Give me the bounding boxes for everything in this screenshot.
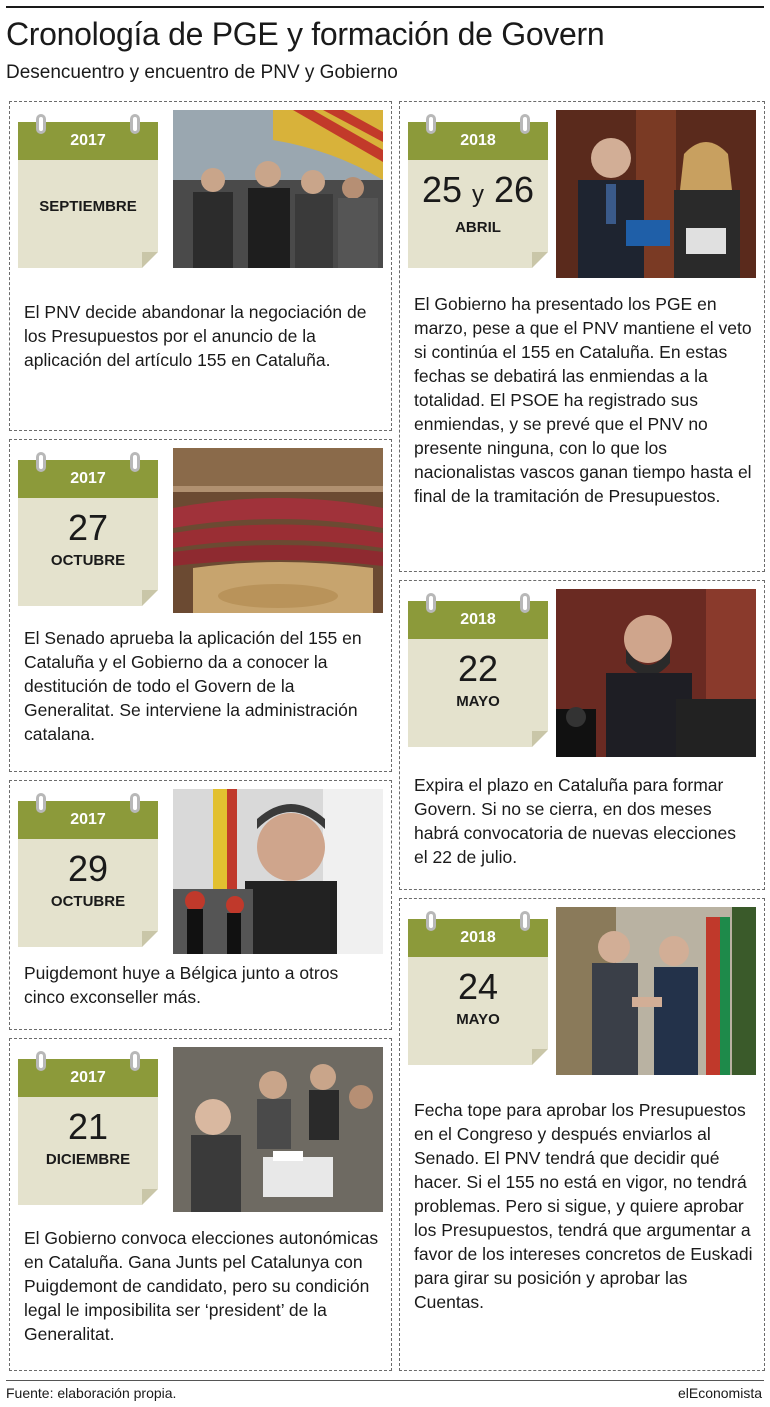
timeline-card-2017-december-21 [9, 1038, 392, 1371]
calendar-month: OCTUBRE [50, 893, 126, 910]
calendar-icon [408, 110, 548, 268]
calendar-ring-icon [36, 114, 46, 134]
calendar-date [408, 160, 548, 268]
calendar-day-end: 26 [494, 169, 535, 210]
calendar-icon [18, 1047, 158, 1205]
page-fold-icon [532, 1049, 548, 1065]
calendar-ring-icon [520, 911, 530, 931]
calendar-year: 2017 [18, 801, 158, 839]
page-fold-icon [532, 252, 548, 268]
event-description: Puigdemont huye a Bélgica junto a otros cinco exconseller más. [24, 963, 339, 1007]
calendar-ring-icon [520, 114, 530, 134]
calendar-day: 22 [457, 648, 499, 689]
calendar-date [18, 1097, 158, 1205]
page-subtitle: Desencuentro y encuentro de PNV y Gobierno [6, 62, 398, 83]
calendar-ring-icon [130, 1051, 140, 1071]
calendar-ring-icon [130, 452, 140, 472]
calendar-month: MAYO [456, 1011, 500, 1028]
calendar-ring-icon [36, 793, 46, 813]
page-fold-icon [142, 252, 158, 268]
page-fold-icon [532, 731, 548, 747]
calendar-ring-icon [426, 593, 436, 613]
photo-senate-chamber [173, 448, 383, 613]
calendar-day: 29 [67, 848, 109, 889]
timeline-card-2018-april [399, 101, 765, 572]
calendar-date [18, 839, 158, 947]
photo-protest [173, 110, 383, 268]
calendar-date [18, 498, 158, 606]
timeline-card-2017-september [9, 101, 392, 431]
calendar-date [408, 957, 548, 1065]
calendar-month: MAYO [456, 693, 500, 710]
timeline-card-2018-may-24 [399, 898, 765, 1371]
calendar-icon [408, 907, 548, 1065]
calendar-ring-icon [426, 911, 436, 931]
timeline-card-2017-october-27 [9, 439, 392, 772]
calendar-day: 24 [457, 966, 499, 1007]
calendar-year: 2017 [18, 122, 158, 160]
calendar-ring-icon [36, 1051, 46, 1071]
calendar-ring-icon [520, 593, 530, 613]
event-description: El Gobierno ha presentado los PGE en marzo, pese a que el PNV mantiene el veto si continúa el 155 en Cataluña. En estas fechas se debatirá las enmiendas a la totalidad. El PSOE ha registrado sus enmiendas, y se prevé que el PNV no presente ninguna, con lo que los nacionalistas vascos ganan tiempo hasta el final de la tramitación de Presupuestos. [414, 294, 752, 506]
page-fold-icon [142, 590, 158, 606]
footer-rule [6, 1380, 764, 1381]
calendar-month: ABRIL [455, 219, 501, 236]
timeline-card-2017-october-29 [9, 780, 392, 1030]
calendar-day: 27 [67, 507, 109, 548]
calendar-ring-icon [36, 452, 46, 472]
calendar-icon [18, 789, 158, 947]
calendar-ring-icon [130, 793, 140, 813]
calendar-month: SEPTIEMBRE [39, 198, 137, 215]
timeline-card-2018-may-22 [399, 580, 765, 890]
calendar-day-start: 25 [421, 169, 462, 210]
calendar-year: 2017 [18, 460, 158, 498]
calendar-date [18, 160, 158, 268]
calendar-ring-icon [426, 114, 436, 134]
calendar-year: 2017 [18, 1059, 158, 1097]
photo-parliament-speaker [556, 589, 756, 757]
photo-voting [173, 1047, 383, 1212]
event-description: Fecha tope para aprobar los Presupuestos en el Congreso y después enviarlos al Senado. El PNV tendrá que decidir qué hacer. Si el 155 no está en vigor, no tendrá problemas. Pero si sigue, y quiere aprobar los Presupuestos, tendrá que argumentar a favor de los intereses concretos de Euskadi para girar su posición y aprobar las Cuentas. [414, 1100, 753, 1312]
top-rule [6, 6, 764, 8]
calendar-day-join: y [472, 181, 484, 208]
calendar-icon [18, 110, 158, 268]
page-fold-icon [142, 931, 158, 947]
page-title: Cronología de PGE y formación de Govern [6, 16, 605, 52]
calendar-month: DICIEMBRE [45, 1151, 131, 1168]
photo-handshake [556, 907, 756, 1075]
event-description: El Senado aprueba la aplicación del 155 en Cataluña y el Gobierno da a conocer la destitución de todo el Govern de la Generalitat. Se interviene la administración catalana. [24, 628, 362, 744]
source-note: Fuente: elaboración propia. [6, 1385, 177, 1401]
calendar-year: 2018 [408, 919, 548, 957]
calendar-date [408, 639, 548, 747]
page-fold-icon [142, 1189, 158, 1205]
brand-logo: elEconomista [677, 1385, 762, 1401]
photo-press-conference [173, 789, 383, 954]
calendar-year: 2018 [408, 601, 548, 639]
calendar-day: 21 [67, 1106, 109, 1147]
event-description: Expira el plazo en Cataluña para formar Govern. Si no se cierra, en dos meses habrá convocatoria de nuevas elecciones el 22 de julio. [414, 775, 737, 867]
event-description: El PNV decide abandonar la negociación de los Presupuestos por el anuncio de la aplicación del artículo 155 en Cataluña. [24, 302, 367, 370]
calendar-year: 2018 [408, 122, 548, 160]
calendar-icon [18, 448, 158, 606]
photo-budget-delivery [556, 110, 756, 278]
calendar-ring-icon [130, 114, 140, 134]
calendar-day-range [408, 170, 548, 215]
calendar-month: OCTUBRE [50, 552, 126, 569]
calendar-icon [408, 589, 548, 747]
event-description: El Gobierno convoca elecciones autonómicas en Cataluña. Gana Junts pel Catalunya con Puigdemont de candidato, pero su condición legal le imposibilita ser ‘president’ de la Generalitat. [24, 1228, 379, 1344]
